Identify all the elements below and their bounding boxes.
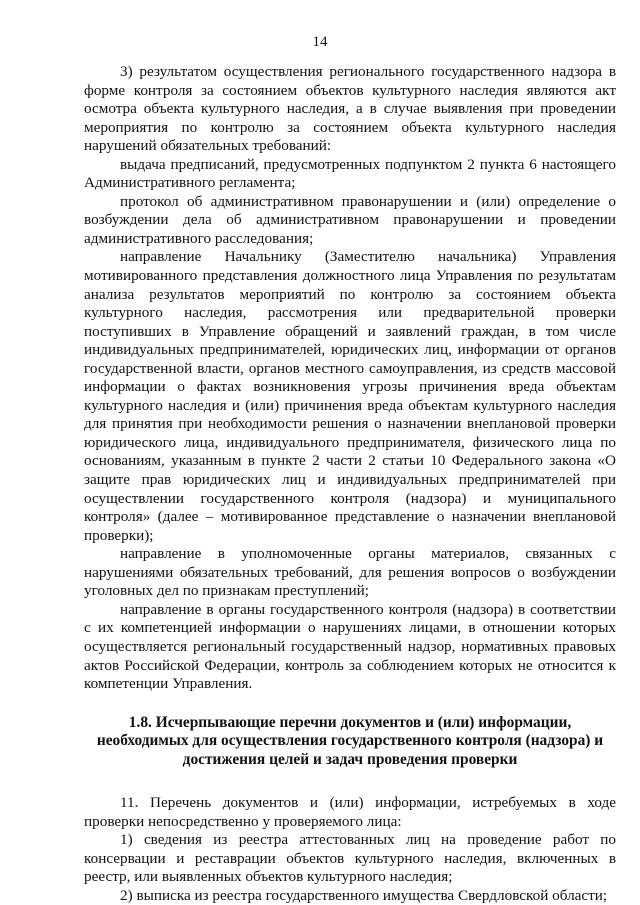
paragraph-register-info: 1) сведения из реестра аттестованных лиц на проведение работ по консервации и реставрации объектов культурного наследия, включенных в реестр, или выявленных объектов культурного наследия; [84,831,616,886]
paragraph-materials-to-authorities: направление в уполномоченные органы материалов, связанных с нарушениями обязательных требований, для решения вопросов о возбуждении уголовных дел по признакам преступлений; [84,545,616,600]
paragraph-list-of-documents: 11. Перечень документов и (или) информации, истребуемых в ходе проверки непосредственно у проверяемого лица: [84,793,616,830]
paragraph-property-register-extract: 2) выписка из реестра государственного имущества Свердловской области; [120,886,608,904]
page-number: 14 [312,34,328,50]
document-body [84,63,616,905]
paragraph-result-of-supervision: 3) результатом осуществления регионального государственного надзора в форме контроля за состоянием объектов культурного наследия являются акт осмотра объекта культурного наследия, а в случае выявления при проведении мероприятия по контролю за состоянием объекта культурного наследия нарушений обязательных требований: [84,63,616,155]
paragraph-protocol: протокол об административном правонарушении и (или) определение о возбуждении дела об административном правонарушении и проведении административного расследования; [84,192,616,247]
section-heading: 1.8. Исчерпывающие перечни документов и (или) информации, необходимых для осуществления государственного контроля (надзора) и достижения целей и задач проведения проверки [96,713,604,769]
paragraph-information-to-control-bodies: направление в органы государственного контроля (надзора) в соответствии с их компетенцией информации о нарушениях лицами, в отношении которых осуществляется региональный государственный надзор, нормативных правовых актов Российской Федерации, контроль за соблюдением которых не относится к компетенции Управления. [84,600,616,693]
paragraph-motivated-representation: направление Начальнику (Заместителю начальника) Управления мотивированного представления должностного лица Управления по результатам анализа результатов мероприятий по контролю за состоянием объекта культурного наследия, рассмотрения или предварительной проверки поступивших в Управление обращений и заявлений граждан, в том числе индивидуальных предпринимателей, юридических лиц, информации от органов государственной власти, органов местного самоуправления, из средств массовой информации о фактах возникновения угрозы причинения вреда объектам культурного наследия и (или) причинения вреда объектам культурного наследия для принятия при необходимости решения о назначении внеплановой проверки юридического лица, индивидуального предпринимателя, физического лица по основаниям, указанным в пункте 2 части 2 статьи 10 Федерального закона «О защите прав юридических лиц и индивидуальных предпринимателей при осуществлении государственного контроля (надзора) и муниципального контроля» (далее – мотивированное представление о назначении внеплановой проверки); [84,248,616,544]
paragraph-issuing-orders: выдача предписаний, предусмотренных подпунктом 2 пункта 6 настоящего Административного регламента; [84,155,616,192]
